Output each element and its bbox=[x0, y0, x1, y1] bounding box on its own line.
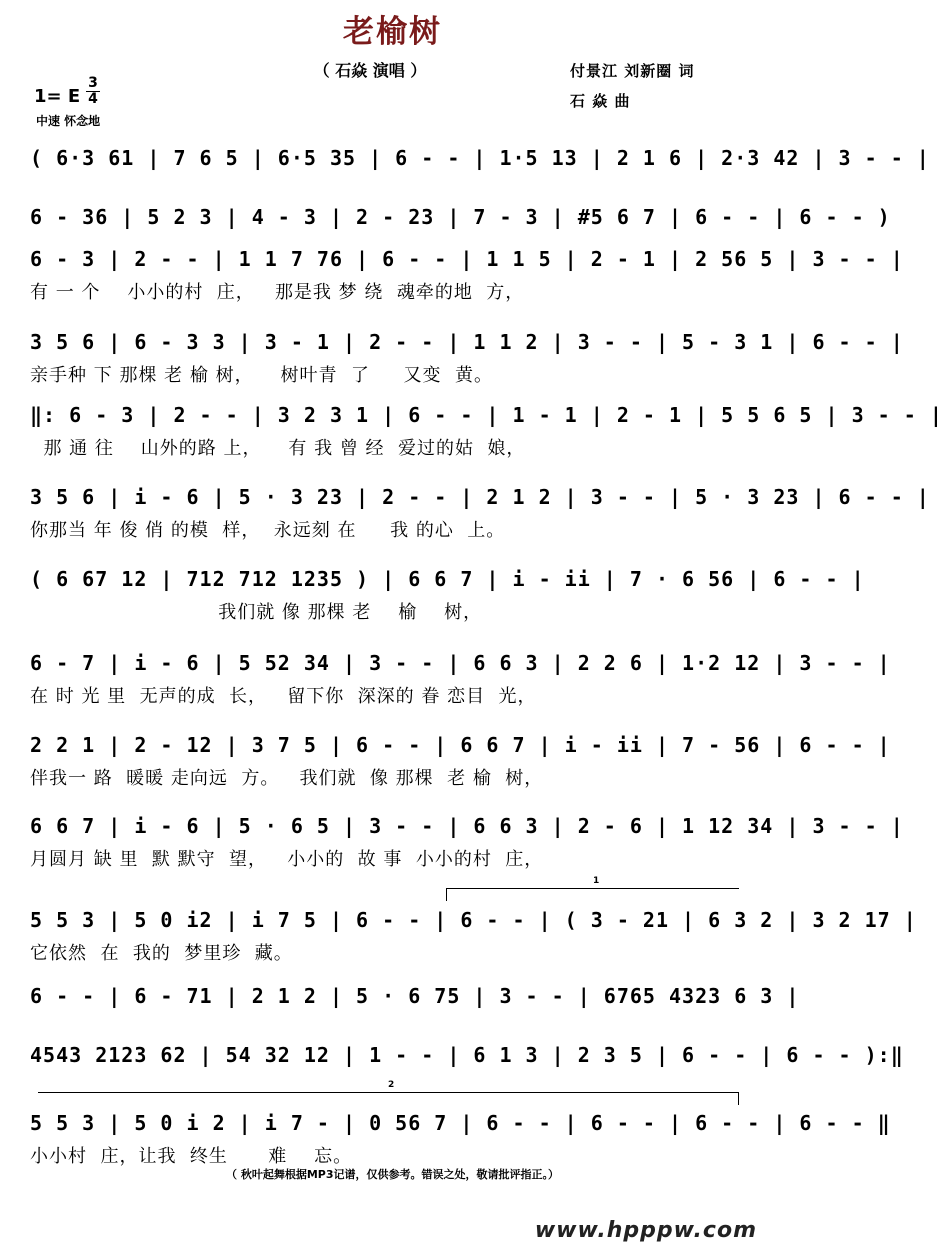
lyric-line: 它依然 在 我的 梦里珍 藏。 bbox=[30, 943, 293, 964]
notation-line: 5 5 3 | 5 0 i2 | i 7 5 | 6 - - | 6 - - | ( 3 - 21 | 6 3 2 | 3 2 17 | bbox=[30, 908, 917, 932]
notation-line: 6 - 7 | i - 6 | 5 52 34 | 3 - - | 6 6 3 | 2 2 6 | 1·2 12 | 3 - - | bbox=[30, 651, 891, 675]
notation-line: 5 5 3 | 5 0 i 2 | i 7 - | 0 56 7 | 6 - - | 6 - - | 6 - - | 6 - - ‖ bbox=[30, 1111, 891, 1135]
lyric-line: 亲手种 下 那棵 老 榆 树， 树叶青 了 又变 黄。 bbox=[30, 365, 493, 386]
lyric-line: 小小村 庄，让我 终生 难 忘。 bbox=[30, 1146, 353, 1167]
lyric-line: 你那当 年 俊 俏 的模 样， 永远刻 在 我 的心 上。 bbox=[30, 520, 506, 541]
lyric-line: 在 时 光 里 无声的成 长， 留下你 深深的 眷 恋目 光， bbox=[30, 686, 537, 707]
notation-line: 6 - 3 | 2 - - | 1 1 7 76 | 6 - - | 1 1 5 | 2 - 1 | 2 56 5 | 3 - - | bbox=[30, 247, 904, 271]
time-signature bbox=[86, 76, 100, 107]
lyric-line: 有 一 个 小小的村 庄， 那是我 梦 绕 魂牵的地 方， bbox=[30, 282, 525, 303]
lyric-line: 月圆月 缺 里 默 默守 望， 小小的 故 事 小小的村 庄， bbox=[30, 849, 544, 870]
notation-line: 6 - - | 6 - 71 | 2 1 2 | 5 · 6 75 | 3 - - | 6765 4323 6 3 | bbox=[30, 984, 800, 1008]
notation-line: 4543 2123 62 | 54 32 12 | 1 - - | 6 1 3 | 2 3 5 | 6 - - | 6 - - ):‖ bbox=[30, 1043, 904, 1067]
notation-line: 6 - 36 | 5 2 3 | 4 - 3 | 2 - 23 | 7 - 3 | #5 6 7 | 6 - - | 6 - - ) bbox=[30, 205, 891, 229]
volta-number-2: 2 bbox=[388, 1080, 395, 1090]
lyricist-credit: 付景江 刘新圈 词 bbox=[570, 62, 695, 80]
transcription-note: （ 秋叶起舞根据MP3记谱，仅供参考。错误之处，敬请批评指正。） bbox=[226, 1168, 559, 1181]
notation-line: ( 6 67 12 | 712 712 1235 ) | 6 6 7 | i - ii | 7 · 6 56 | 6 - - | bbox=[30, 567, 865, 591]
singer-credit: （ 石焱 演唱 ） bbox=[313, 61, 427, 80]
notation-line: ‖: 6 - 3 | 2 - - | 3 2 3 1 | 6 - - | 1 - 1 | 2 - 1 | 5 5 6 5 | 3 - - | bbox=[30, 403, 943, 427]
notation-line: 2 2 1 | 2 - 12 | 3 7 5 | 6 - - | 6 6 7 | i - ii | 7 - 56 | 6 - - | bbox=[30, 733, 891, 757]
site-watermark: www.hpppw.com bbox=[534, 1218, 757, 1243]
notation-line: 6 6 7 | i - 6 | 5 · 6 5 | 3 - - | 6 6 3 | 2 - 6 | 1 12 34 | 3 - - | bbox=[30, 814, 904, 838]
lyric-line: 伴我一 路 暖暖 走向远 方。 我们就 像 那棵 老 榆 树， bbox=[30, 768, 544, 789]
volta-bracket-2 bbox=[38, 1080, 739, 1105]
tempo-marking: 中速 怀念地 bbox=[36, 114, 101, 128]
notation-line: ( 6·3 61 | 7 6 5 | 6·5 35 | 6 - - | 1·5 13 | 2 1 6 | 2·3 42 | 3 - - | bbox=[30, 146, 930, 170]
time-signature-top: 3 bbox=[86, 76, 100, 92]
time-signature-bottom: 4 bbox=[88, 91, 98, 107]
volta-number-1: 1 bbox=[593, 876, 600, 886]
lyric-line: 我们就 像 那棵 老 榆 树， bbox=[30, 602, 483, 623]
song-title: 老榆树 bbox=[343, 14, 442, 50]
lyric-line: 那 通 往 山外的路 上， 有 我 曾 经 爱过的姑 娘， bbox=[30, 438, 526, 459]
volta-bracket-1 bbox=[446, 876, 739, 901]
key-signature: 1= E bbox=[34, 86, 81, 107]
composer-credit: 石 焱 曲 bbox=[570, 92, 631, 110]
notation-line: 3 5 6 | 6 - 3 3 | 3 - 1 | 2 - - | 1 1 2 | 3 - - | 5 - 3 1 | 6 - - | bbox=[30, 330, 904, 354]
notation-line: 3 5 6 | i - 6 | 5 · 3 23 | 2 - - | 2 1 2 | 3 - - | 5 · 3 23 | 6 - - | bbox=[30, 485, 930, 509]
